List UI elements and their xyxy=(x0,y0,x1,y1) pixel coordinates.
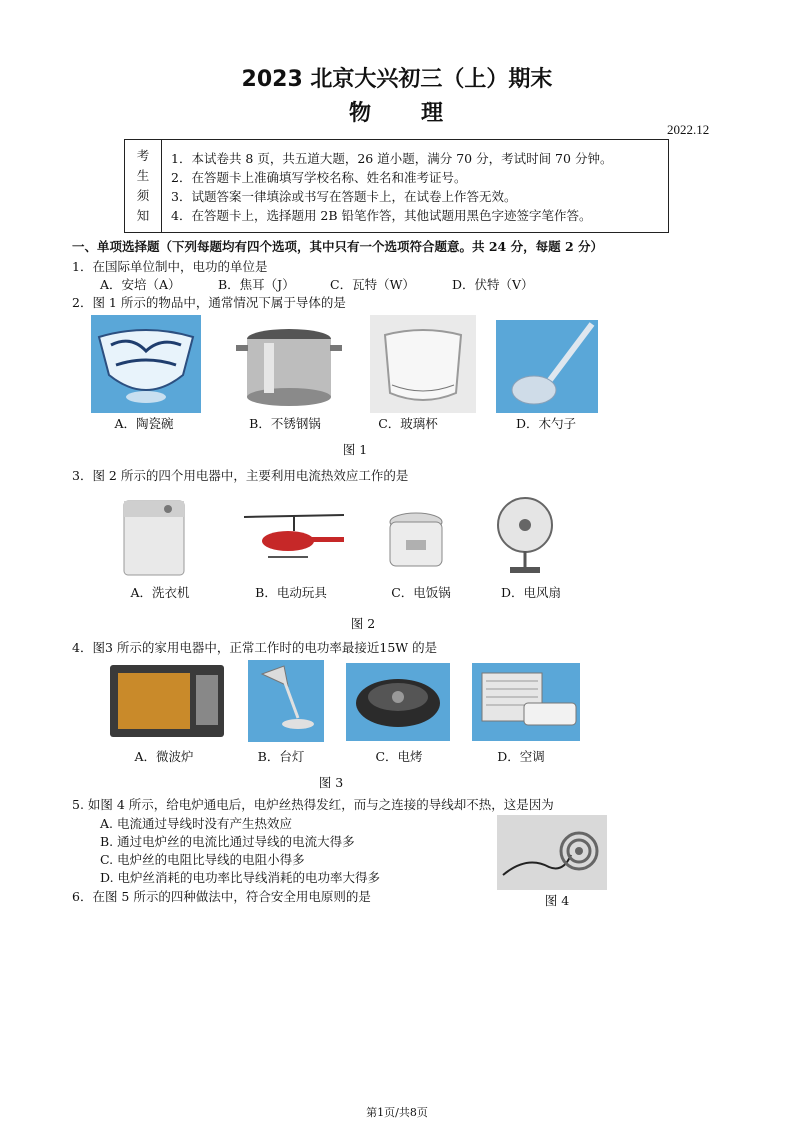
q3-option-b: B．电动玩具 xyxy=(255,585,327,600)
q1-option-b: B．焦耳（J） xyxy=(218,277,295,292)
exam-date: 2022.12 xyxy=(667,122,710,137)
notes-label xyxy=(125,140,162,232)
steel-pot-photo xyxy=(234,315,344,413)
question-5-stem: 5. 如图 4 所示，给电炉通电后，电炉丝热得发红，而与之连接的导线却不热，这是因为 xyxy=(72,797,554,812)
electric-toy-photo xyxy=(238,509,350,571)
question-2-stem: 2．图 1 所示的物品中，通常情况下属于导体的是 xyxy=(72,295,346,310)
air-conditioner-photo xyxy=(472,663,580,741)
q4-option-b: B．台灯 xyxy=(257,749,305,764)
q1-option-a: A．安培（A） xyxy=(100,277,181,292)
q1-option-d: D．伏特（V） xyxy=(452,277,534,292)
q4-option-d: D．空调 xyxy=(497,749,545,764)
q2-option-b: B．不锈钢锅 xyxy=(249,416,321,431)
subject-char-1: 物 xyxy=(348,101,373,126)
section-heading: 一、单项选择题（下列每题均有四个选项，其中只有一个选项符合题意。共 24 分，每题 2 分） xyxy=(72,239,604,254)
q5-option-a: A. 电流通过导线时没有产生热效应 xyxy=(100,816,292,831)
electric-grill-photo xyxy=(346,663,450,741)
notes-label-char: 知 xyxy=(136,208,150,223)
rice-cooker-photo xyxy=(384,506,448,574)
q5-option-b: B. 通过电炉丝的电流比通过导线的电流大得多 xyxy=(100,834,355,849)
note-line: 3．试题答案一律填涂或书写在答题卡上，在试卷上作答无效。 xyxy=(171,189,517,204)
notes-lines xyxy=(171,149,612,225)
page-title: 2023 北京大兴初三（上）期末 xyxy=(241,67,553,92)
q5-option-d: D. 电炉丝消耗的电功率比导线消耗的电功率大得多 xyxy=(100,870,381,885)
question-6-stem: 6．在图 5 所示的四种做法中，符合安全用电原则的是 xyxy=(72,889,371,904)
figure-3-caption: 图 3 xyxy=(318,775,344,790)
page-footer: 第1页/共8页 xyxy=(366,1106,428,1119)
electric-stove-wire-photo xyxy=(497,815,607,890)
q4-option-c: C．电烤 xyxy=(375,749,423,764)
q2-option-c: C．玻璃杯 xyxy=(378,416,438,431)
figure-4-caption: 图 4 xyxy=(544,893,570,908)
question-4-stem: 4．图3 所示的家用电器中，正常工作时的电功率最接近15W 的是 xyxy=(72,640,438,655)
notes-label-char: 考 xyxy=(136,148,150,163)
notes-label-char: 生 xyxy=(136,168,150,183)
glass-cup-photo xyxy=(370,315,476,413)
subject-char-2: 理 xyxy=(421,101,446,126)
ceramic-bowl-photo xyxy=(91,315,201,413)
note-line: 1．本试卷共 8 页，共五道大题，26 道小题，满分 70 分，考试时间 70 分钟。 xyxy=(171,151,613,166)
q2-option-a: A．陶瓷碗 xyxy=(114,416,174,431)
notes-label-char: 须 xyxy=(136,188,150,203)
note-line: 2．在答题卡上准确填写学校名称、姓名和准考证号。 xyxy=(171,170,467,185)
q4-option-a: A．微波炉 xyxy=(134,749,194,764)
exam-notes-box xyxy=(124,139,669,233)
desk-lamp-photo xyxy=(248,660,324,742)
q2-option-d: D．木勺子 xyxy=(515,416,577,431)
q3-option-c: C．电饭锅 xyxy=(391,585,451,600)
figure-2-caption: 图 2 xyxy=(350,616,376,631)
washing-machine-photo xyxy=(120,497,188,579)
q3-option-d: D．电风扇 xyxy=(500,585,562,600)
figure-1-caption: 图 1 xyxy=(342,442,368,457)
note-line: 4．在答题卡上，选择题用 2B 铅笔作答，其他试题用黑色字迹签字笔作答。 xyxy=(171,208,592,223)
q5-option-c: C. 电炉丝的电阻比导线的电阻小得多 xyxy=(100,852,305,867)
question-3-stem: 3．图 2 所示的四个用电器中，主要利用电流热效应工作的是 xyxy=(72,468,409,483)
q1-option-c: C．瓦特（W） xyxy=(330,277,415,292)
electric-fan-photo xyxy=(492,493,558,577)
question-1-stem: 1．在国际单位制中，电功的单位是 xyxy=(72,259,268,274)
q3-option-a: A．洗衣机 xyxy=(130,585,190,600)
microwave-photo xyxy=(108,661,226,741)
wooden-spoon-photo xyxy=(496,320,598,413)
